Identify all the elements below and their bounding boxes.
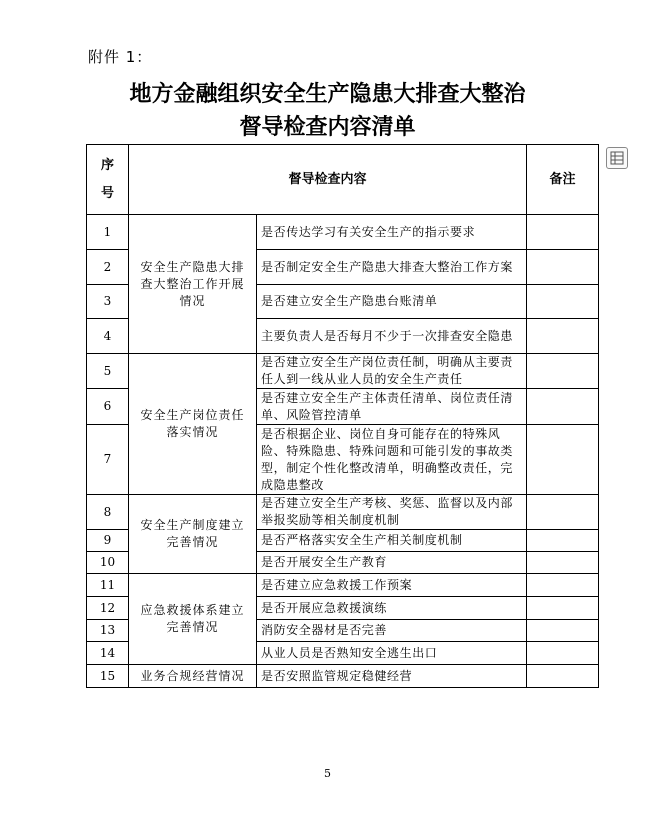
row-remarks (527, 597, 599, 620)
row-number: 10 (87, 552, 129, 574)
document-title-line2: 督导检查内容清单 (239, 115, 416, 140)
row-number: 11 (87, 574, 129, 597)
header-number (87, 145, 129, 215)
header-number-line2: 号 (100, 185, 114, 201)
header-number-line1: 序 (100, 157, 114, 173)
row-number: 4 (87, 319, 129, 354)
row-content: 是否开展应急救援演练 (257, 597, 527, 620)
row-number: 1 (87, 215, 129, 250)
table-row (87, 354, 599, 389)
row-number: 6 (87, 389, 129, 425)
attachment-label: 附件 1： (88, 48, 153, 66)
row-remarks (527, 552, 599, 574)
row-content: 消防安全器材是否完善 (257, 620, 527, 642)
row-number: 14 (87, 642, 129, 665)
row-content: 是否建立安全生产隐患台账清单 (257, 285, 527, 319)
row-content: 是否严格落实安全生产相关制度机制 (257, 530, 527, 552)
row-number: 2 (87, 250, 129, 285)
row-content: 是否制定安全生产隐患大排查大整治工作方案 (257, 250, 527, 285)
row-number: 13 (87, 620, 129, 642)
row-number: 5 (87, 354, 129, 389)
row-remarks (527, 215, 599, 250)
category-cell: 业务合规经营情况 (129, 665, 257, 688)
row-content: 是否传达学习有关安全生产的指示要求 (257, 215, 527, 250)
row-number: 7 (87, 425, 129, 495)
row-remarks (527, 642, 599, 665)
table-row (87, 574, 599, 597)
row-number: 15 (87, 665, 129, 688)
category-cell: 应急救援体系建立完善情况 (129, 574, 257, 665)
row-content: 是否根据企业、岗位自身可能存在的特殊风险、特殊隐患、特殊问题和可能引发的事故类型，制定个性化整改清单，明确整改责任，完成隐患整改 (257, 425, 527, 495)
row-remarks (527, 665, 599, 688)
row-content: 是否开展安全生产教育 (257, 552, 527, 574)
header-remarks: 备注 (527, 145, 599, 215)
row-number: 8 (87, 495, 129, 530)
row-remarks (527, 620, 599, 642)
row-content: 是否建立应急救援工作预案 (257, 574, 527, 597)
page-number: 5 (324, 767, 331, 780)
row-remarks (527, 389, 599, 425)
table-row (87, 215, 599, 250)
row-remarks (527, 250, 599, 285)
category-cell: 安全生产隐患大排查大整治工作开展情况 (129, 215, 257, 354)
row-remarks (527, 319, 599, 354)
table-header-row (87, 145, 599, 215)
row-content: 是否建立安全生产岗位责任制，明确从主要责任人到一线从业人员的安全生产责任 (257, 354, 527, 389)
row-remarks (527, 574, 599, 597)
table-row (87, 495, 599, 530)
category-cell: 安全生产制度建立完善情况 (129, 495, 257, 574)
row-content: 主要负责人是否每月不少于一次排查安全隐患 (257, 319, 527, 354)
row-content: 是否建立安全生产考核、奖惩、监督以及内部举报奖励等相关制度机制 (257, 495, 527, 530)
table-view-icon[interactable] (606, 147, 628, 169)
table-row (87, 665, 599, 688)
row-remarks (527, 530, 599, 552)
row-content: 是否安照监管规定稳健经营 (257, 665, 527, 688)
row-remarks (527, 425, 599, 495)
document-title-line1: 地方金融组织安全生产隐患大排查大整治 (129, 82, 526, 107)
row-number: 12 (87, 597, 129, 620)
header-content: 督导检查内容 (129, 145, 527, 215)
row-remarks (527, 285, 599, 319)
row-number: 9 (87, 530, 129, 552)
row-number: 3 (87, 285, 129, 319)
row-remarks (527, 354, 599, 389)
table-view-icon-glyph (610, 151, 624, 165)
row-content: 是否建立安全生产主体责任清单、岗位责任清单、风险管控清单 (257, 389, 527, 425)
row-remarks (527, 495, 599, 530)
row-content: 从业人员是否熟知安全逃生出口 (257, 642, 527, 665)
checklist-table (86, 144, 599, 688)
category-cell: 安全生产岗位责任落实情况 (129, 354, 257, 495)
